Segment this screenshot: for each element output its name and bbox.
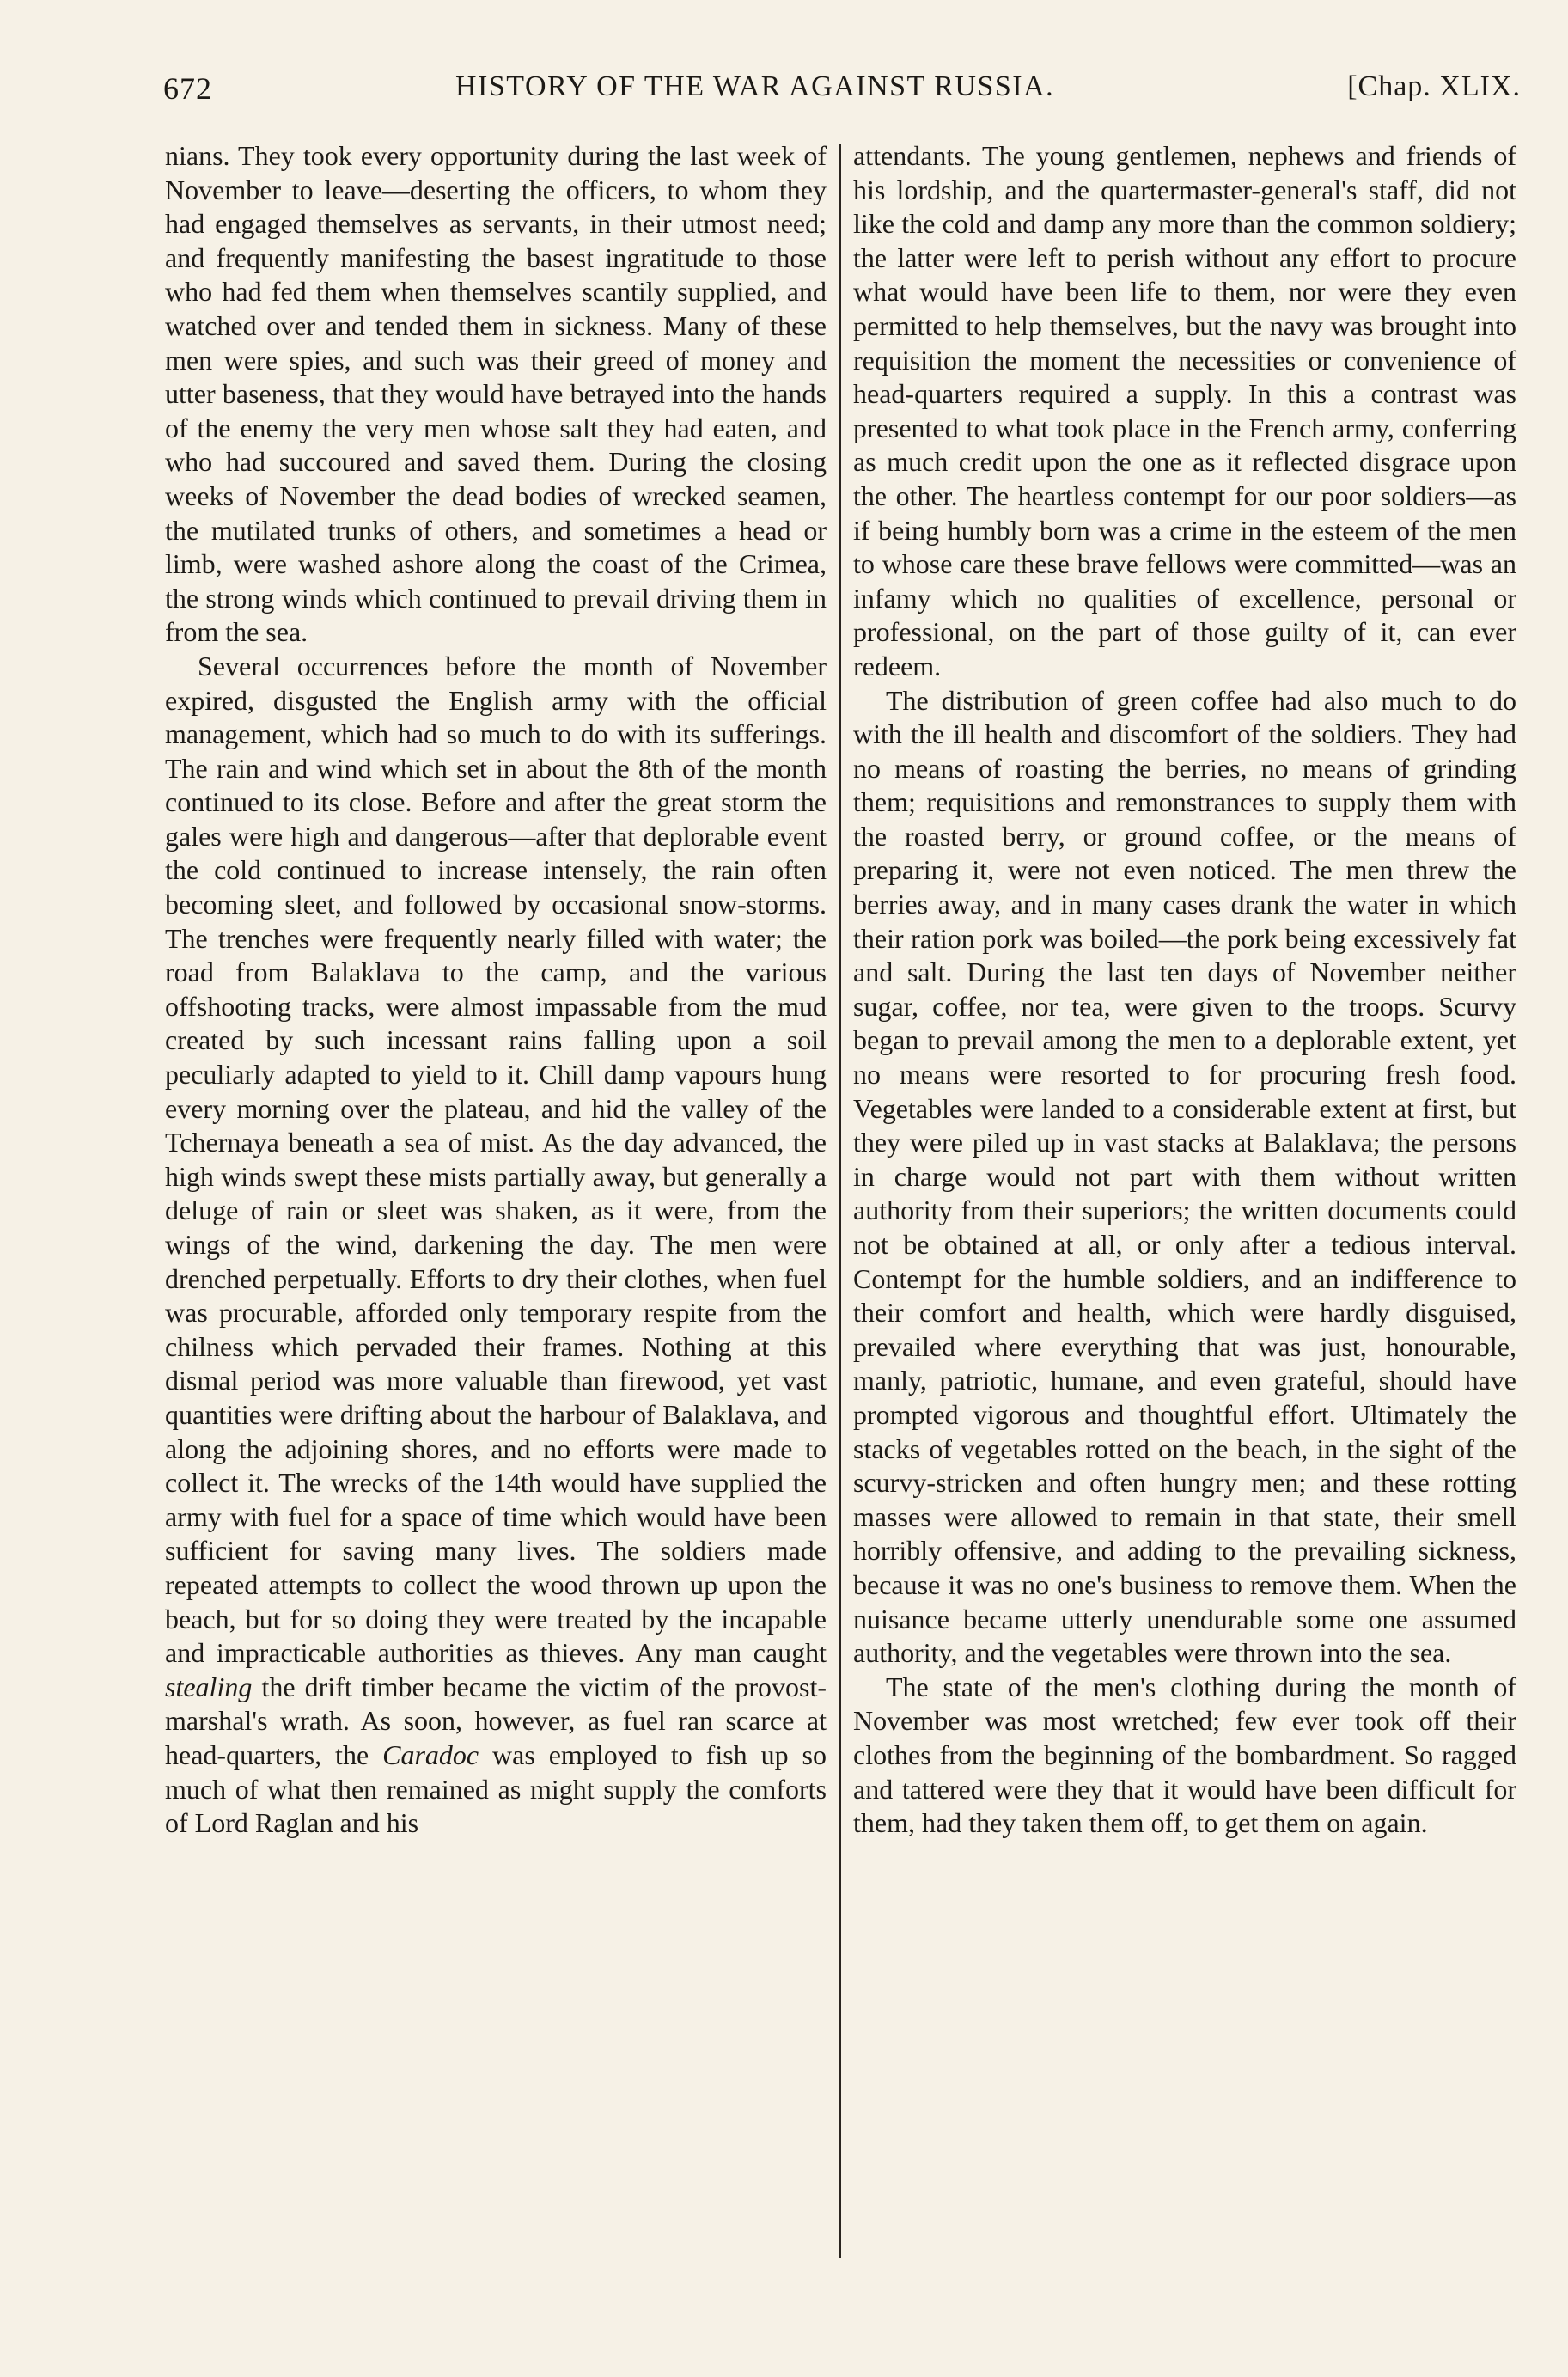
paragraph-occurrences (165, 650, 827, 1841)
right-column (853, 139, 1516, 1841)
column-divider (839, 144, 841, 2258)
paragraph-continued: attendants. The young gentlemen, nephews and friends of his lordship, and the quartermaster-general's staff, did not like the cold and damp any more than the common soldiery; the latter were left to perish without any effort to procure what would have been life to them, nor were they even permitted to help themselves, but the navy was brought into requisition the moment the necessities or convenience of head-quarters required a supply. In this a contrast was presented to what took place in the French army, conferring as much credit upon the one as it reflected disgrace upon the other. The heartless contempt for our poor soldiers—as if being humbly born was a crime in the esteem of the men to whose care these brave fellows were committed—was an infamy which no qualities of excellence, personal or professional, on the part of those guilty of it, can ever redeem. (853, 140, 1516, 681)
text-run: the drift timber became the victim of the provost-marshal's wrath. As soon, however, as fuel ran scarce at head-quarters, the (165, 1671, 827, 1770)
paragraph-clothing: The state of the men's clothing during the month of November was most wretched; few ever took off their clothes from the beginning of the bombardment. So ragged and tattered were they that it would have been difficult for them, had they taken them off, to get them on again. (853, 1671, 1516, 1839)
left-column (165, 139, 827, 1841)
italic-word: stealing (165, 1671, 253, 1702)
paragraph-continued: nians. They took every opportunity during the last week of November to leave—deserting the officers, to whom they had engaged themselves as servants, in their utmost need; and frequently manifesting the basest ingratitude to those who had fed them when themselves scantily supplied, and watched over and tended them in sickness. Many of these men were spies, and such was their greed of money and utter baseness, that they would have betrayed into the hands of the enemy the very men whose salt they had eaten, and who had succoured and saved them. During the closing weeks of November the dead bodies of wrecked seamen, the mutilated trunks of others, and sometimes a head or limb, were washed ashore along the coast of the Crimea, the strong winds which continued to prevail driving them in from the sea. (165, 140, 827, 648)
text-run: was employed to fish up so much of what then remained as might supply the comforts of Lord Raglan and his (165, 1738, 827, 1839)
text-run: Several occurrences before the month of November expired, disgusted the English army with the official management, which had so much to do with its sufferings. The rain and wind which set in about the 8th of the month continued to its close. Before and after the great storm the gales were high and dangerous—after that deplorable event the cold continued to increase intensely, the rain often becoming sleet, and followed by occasional snow-storms. The trenches were frequently nearly filled with water; the road from Balaklava to the camp, and the various offshooting tracks, were almost impassable from the mud created by such incessant rains falling upon a soil peculiarly adapted to yield to it. Chill damp vapours hung every morning over the plateau, and hid the valley of the Tchernaya beneath a sea of mist. As the day advanced, the high winds swept these mists partially away, but generally a deluge of rain or sleet was shaken, as it were, from the wings of the wind, darkening the day. The men were drenched perpetually. Efforts to dry their clothes, when fuel was procurable, afforded only temporary respite from the chilness which pervaded their frames. Nothing at this dismal period was more valuable than firewood, yet vast quantities were drifting about the harbour of Balaklava, and along the adjoining shores, and no efforts were made to collect it. The wrecks of the 14th would have supplied the army with fuel for a space of time which would have been sufficient for saving many lives. The soldiers made repeated attempts to collect the wood thrown up upon the beach, but for so doing they were treated by the incapable and impracticable authorities as thieves. Any man caught (165, 650, 827, 1669)
running-title: HISTORY OF THE WAR AGAINST RUSSIA. (455, 70, 1055, 102)
chapter-label: [Chap. XLIX. (1347, 70, 1521, 102)
page-number: 672 (163, 71, 212, 106)
ship-name: Caradoc (382, 1738, 479, 1770)
running-header (163, 70, 1521, 112)
paragraph-coffee: The distribution of green coffee had also much to do with the ill health and discomfort of the soldiers. They had no means of roasting the berries, no means of grinding them; requisitions and remonstrances to supply them with the roasted berry, or ground coffee, or the means of preparing it, were not even noticed. The men threw the berries away, and in many cases drank the water in which their ration pork was boiled—the pork being excessively fat and salt. During the last ten days of November neither sugar, coffee, nor tea, were given to the troops. Scurvy began to prevail among the men to a deplorable extent, yet no means were resorted to for procuring fresh food. Vegetables were landed to a considerable extent at first, but they were piled up in vast stacks at Balaklava; the persons in charge would not part with them without written authority from their superiors; the written documents could not be obtained at all, or only after a tedious interval. Contempt for the humble soldiers, and an indifference to their comfort and health, which were hardly disguised, prevailed where everything that was just, honourable, manly, patriotic, humane, and even grateful, should have prompted vigorous and thoughtful effort. Ultimately the stacks of vegetables rotted on the beach, in the sight of the scurvy-stricken and often hungry men; and these rotting masses were allowed to remain in that state, their smell horribly offensive, and adding to the prevailing sickness, because it was no one's business to remove them. When the nuisance became utterly unendurable some one assumed authority, and the vegetables were thrown into the sea. (853, 684, 1516, 1669)
